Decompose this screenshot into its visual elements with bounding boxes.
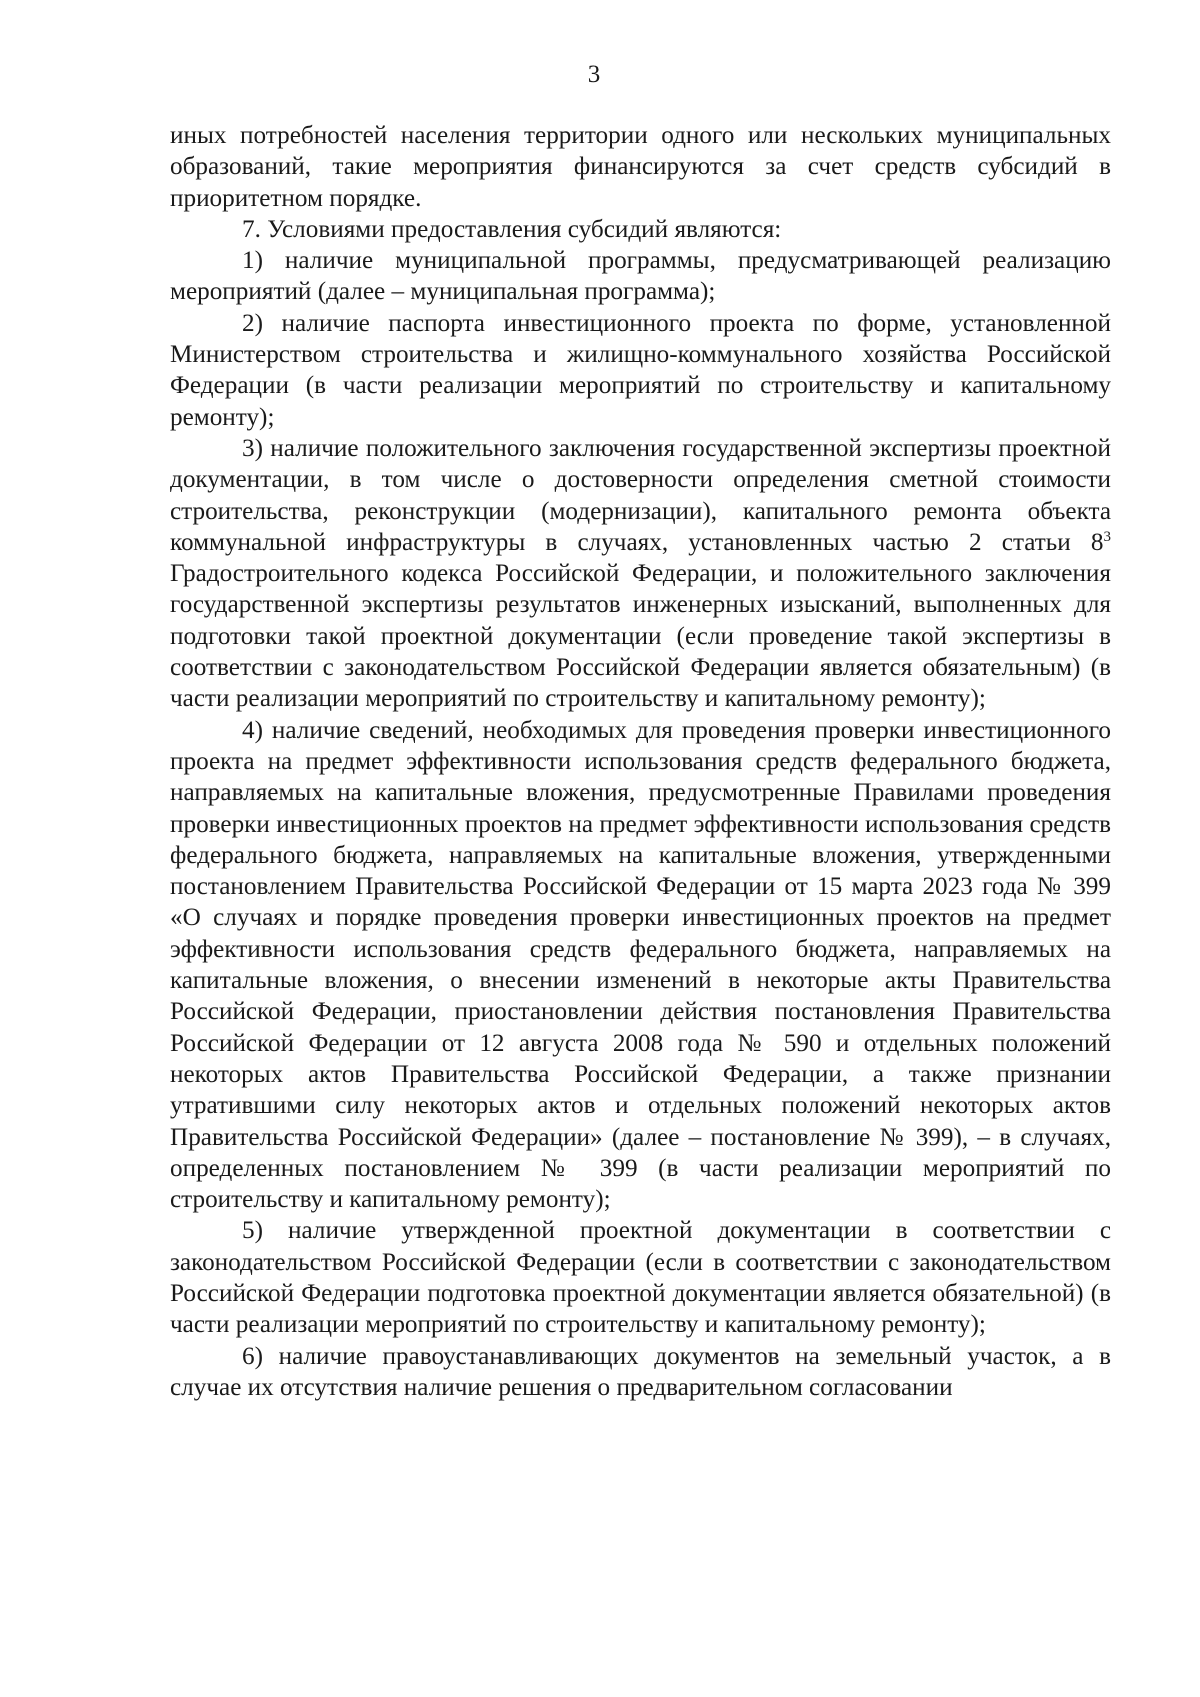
paragraph-clause-7: 7. Условиями предоставления субсидий являются: — [242, 215, 782, 243]
paragraph-item-5: 5) наличие утвержденной проектной документации в соответствии с законодательством Российской Федерации (если в соответствии с законодательством Российской Федерации подготовка проектной документации является обязательной) (в части реализации мероприятий по строительству и капитальному ремонту); — [170, 1217, 1111, 1339]
paragraph-item-3 — [170, 433, 1111, 715]
article-superscript: 3 — [1103, 528, 1111, 545]
paragraph-continuation: иных потребностей населения территории одного или нескольких муниципальных образований, такие мероприятия финансируются за счет средств субсидий в приоритетном порядке. — [170, 122, 1111, 212]
paragraph-item-3-text-b: Градостроительного кодекса Российской Федерации, и положительного заключения государственной экспертизы результатов инженерных изысканий, выполненных для подготовки такой проектной документации (если проведение такой экспертизы в соответствии с законодательством Российской Федерации является обязательным) (в части реализации мероприятий по строительству и капитальному ремонту); — [170, 560, 1111, 713]
document-body — [170, 120, 1111, 1403]
paragraph-item-3-text-a: 3) наличие положительного заключения государственной экспертизы проектной документации, в том числе о достоверности определения сметной стоимости строительства, реконструкции (модернизации), капитального ремонта объекта коммунальной инфраструктуры в случаях, установленных частью 2 статьи 8 — [170, 434, 1111, 556]
paragraph-item-6: 6) наличие правоустанавливающих документов на земельный участок, а в случае их отсутствия наличие решения о предварительном согласовании — [170, 1342, 1111, 1401]
paragraph-item-2: 2) наличие паспорта инвестиционного проекта по форме, установленной Министерством строительства и жилищно-коммунального хозяйства Российской Федерации (в части реализации мероприятий по строительству и капитальному ремонту); — [170, 309, 1111, 431]
page-number: 3 — [587, 61, 601, 88]
paragraph-item-1: 1) наличие муниципальной программы, предусматривающей реализацию мероприятий (далее – муниципальная программа); — [170, 247, 1111, 306]
paragraph-item-4: 4) наличие сведений, необходимых для проведения проверки инвестиционного проекта на предмет эффективности использования средств федерального бюджета, направляемых на капитальные вложения, предусмотренные Правилами проведения проверки инвестиционных проектов на предмет эффективности использования средств федерального бюджета, направляемых на капитальные вложения, утвержденными постановлением Правительства Российской Федерации от 15 марта 2023 года № 399 «О случаях и порядке проведения проверки инвестиционных проектов на предмет эффективности использования средств федерального бюджета, направляемых на капитальные вложения, о внесении изменений в некоторые акты Правительства Российской Федерации, приостановлении действия постановления Правительства Российской Федерации от 12 августа 2008 года № 590 и отдельных положений некоторых актов Правительства Российской Федерации, а также признании утратившими силу некоторых актов и отдельных положений некоторых актов Правительства Российской Федерации» (далее – постановление № 399), – в случаях, определенных постановлением № 399 (в части реализации мероприятий по строительству и капитальному ремонту); — [170, 716, 1111, 1214]
